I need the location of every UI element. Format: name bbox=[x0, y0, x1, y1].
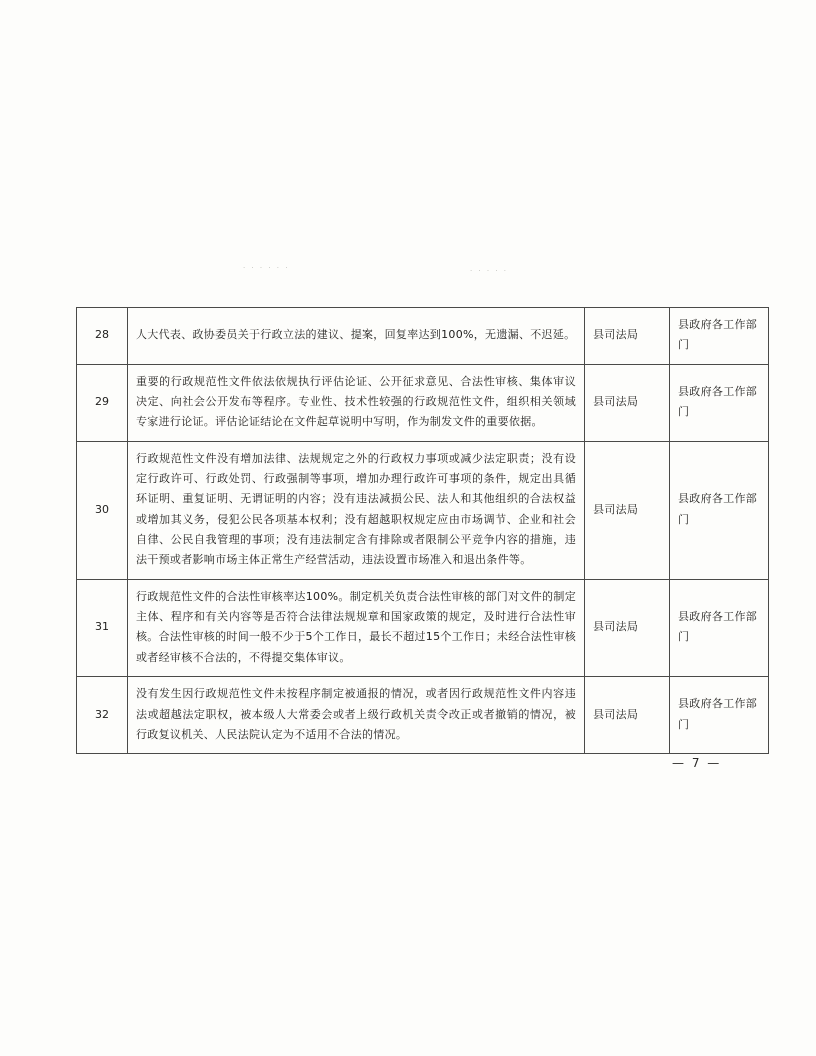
row-number: 28 bbox=[77, 308, 128, 365]
row-supporting-dept: 县政府各工作部门 bbox=[670, 677, 769, 754]
row-content: 没有发生因行政规范性文件未按程序制定被通报的情况，或者因行政规范性文件内容违法或超越法定职权，被本级人大常委会或者上级行政机关责令改正或者撤销的情况，被行政复议机关、人民法院认定为不适用不合法的情况。 bbox=[128, 677, 585, 754]
row-number: 31 bbox=[77, 579, 128, 676]
row-content: 行政规范性文件的合法性审核率达100%。制定机关负责合法性审核的部门对文件的制定主体、程序和有关内容等是否符合法律法规规章和国家政策的规定，及时进行合法性审核。合法性审核的时间一般不少于5个工作日，最长不超过15个工作日；未经合法性审核或者经审核不合法的，不得提交集体审议。 bbox=[128, 579, 585, 676]
row-responsible-org: 县司法局 bbox=[585, 579, 670, 676]
row-supporting-dept: 县政府各工作部门 bbox=[670, 364, 769, 441]
row-responsible-org: 县司法局 bbox=[585, 308, 670, 365]
row-content: 重要的行政规范性文件依法依规执行评估论证、公开征求意见、合法性审核、集体审议决定、向社会公开发布等程序。专业性、技术性较强的行政规范性文件，组织相关领域专家进行论证。评估论证结论在文件起草说明中写明，作为制发文件的重要依据。 bbox=[128, 364, 585, 441]
table-body bbox=[77, 308, 769, 754]
table-row bbox=[77, 441, 769, 579]
row-supporting-dept: 县政府各工作部门 bbox=[670, 579, 769, 676]
row-number: 30 bbox=[77, 441, 128, 579]
row-number: 32 bbox=[77, 677, 128, 754]
row-responsible-org: 县司法局 bbox=[585, 441, 670, 579]
row-responsible-org: 县司法局 bbox=[585, 364, 670, 441]
scan-artifact-right: . . . . . bbox=[470, 265, 509, 273]
responsibility-table bbox=[76, 307, 769, 754]
row-content: 行政规范性文件没有增加法律、法规规定之外的行政权力事项或减少法定职责；没有设定行政许可、行政处罚、行政强制等事项，增加办理行政许可事项的条件，规定出具循环证明、重复证明、无谓证明的内容；没有违法减损公民、法人和其他组织的合法权益或增加其义务，侵犯公民各项基本权利；没有超越职权规定应由市场调节、企业和社会自律、公民自我管理的事项；没有违法制定含有排除或者限制公平竞争内容的措施，违法干预或者影响市场主体正常生产经营活动，违法设置市场准入和退出条件等。 bbox=[128, 441, 585, 579]
row-responsible-org: 县司法局 bbox=[585, 677, 670, 754]
row-content: 人大代表、政协委员关于行政立法的建议、提案，回复率达到100%，无遗漏、不迟延。 bbox=[128, 308, 585, 365]
scan-artifact-left: . . . . . . bbox=[243, 262, 290, 270]
responsibility-table-container bbox=[76, 307, 758, 754]
table-row bbox=[77, 364, 769, 441]
row-supporting-dept: 县政府各工作部门 bbox=[670, 308, 769, 365]
row-number: 29 bbox=[77, 364, 128, 441]
table-row bbox=[77, 308, 769, 365]
table-row bbox=[77, 579, 769, 676]
row-supporting-dept: 县政府各工作部门 bbox=[670, 441, 769, 579]
table-row bbox=[77, 677, 769, 754]
page-number: — 7 — bbox=[672, 756, 722, 770]
